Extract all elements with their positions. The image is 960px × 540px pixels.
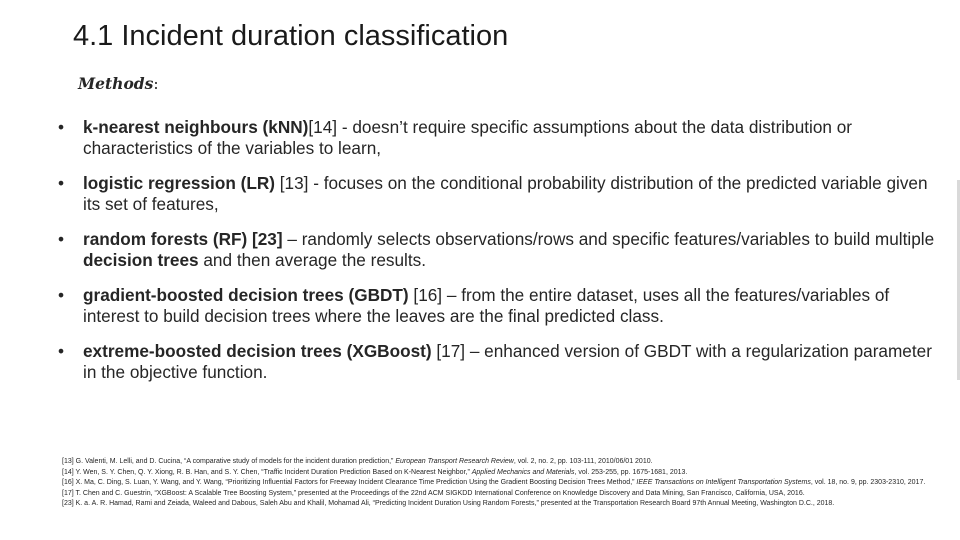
methods-heading [78, 74, 159, 93]
methods-colon: : [153, 75, 159, 93]
reference-item [62, 489, 940, 500]
reference-text: [17] T. Chen and C. Guestrin, “XGBoost: A Scalable Tree Boosting System,” presented at the Proceedings of the 22nd ACM SIGKDD International Conference on Knowledge Discovery and Data Mining, San Francisco, California, USA, 2016. [62, 489, 805, 497]
bullet-text: – enhanced version of GBDT with a regularization parameter in the objective function. [83, 341, 932, 382]
reference-item [62, 499, 940, 510]
bullet-marker: • [58, 285, 65, 305]
bullet-text: - focuses on the conditional probability distribution of the predicted variable given its set of features, [83, 173, 928, 214]
bullet-term: k-nearest neighbours (kNN) [83, 117, 309, 137]
reference-journal: European Transport Research Review [395, 458, 514, 465]
references-list [62, 457, 940, 510]
bullet-lr [58, 173, 938, 215]
bullet-marker: • [58, 173, 65, 193]
bullet-term-secondary: decision trees [83, 250, 199, 270]
reference-details: , vol. 18, no. 9, pp. 2303-2310, 2017. [810, 479, 926, 487]
bullet-ref: [14] [308, 117, 338, 137]
reference-details: , vol. 2, no. 2, pp. 103-111, 2010/06/01 2010. [513, 458, 653, 465]
reference-details: , vol. 253-255, pp. 1675-1681, 2013. [574, 468, 688, 476]
bullet-text-end: and then average the results. [198, 250, 427, 270]
reference-item [62, 478, 940, 489]
bullet-marker: • [58, 341, 65, 361]
bullet-gbdt [58, 285, 938, 327]
bullet-ref: [13] [274, 173, 309, 193]
bullet-term: logistic regression (LR) [83, 173, 275, 193]
reference-item [62, 457, 940, 468]
bullet-rf [58, 229, 938, 271]
slide-title: 4.1 Incident duration classification [73, 20, 509, 52]
bullet-ref: [17] [431, 341, 466, 361]
reference-item [62, 468, 940, 479]
bullet-text: – from the entire dataset, uses all the features/variables of interest to build decision trees where the leaves are the final predicted class. [83, 285, 890, 326]
bullet-text: - doesn’t require specific assumptions about the data distribution or characteristics of the variables to learn, [83, 117, 853, 158]
reference-text: [23] K. a. A. R. Hamad, Rami and Zeiada, Waleed and Dabous, Saleh Abu and Khalil, Mohamad Ali, “Predicting Incident Duration Using Random Forests,” presented at the Transportation Research Board 97th Annual Meeting, Washington D.C., 2018. [62, 500, 835, 508]
bullet-term: gradient-boosted decision trees (GBDT) [83, 285, 409, 305]
bullet-text: – randomly selects observations/rows and specific features/variables to build multiple [282, 229, 935, 249]
reference-journal: Applied Mechanics and Materials [471, 468, 575, 476]
bullet-term: extreme-boosted decision trees (XGBoost) [83, 341, 432, 361]
bullet-marker: • [58, 117, 65, 137]
reference-text: [14] Y. Wen, S. Y. Chen, Q. Y. Xiong, R. B. Han, and S. Y. Chen, “Traffic Incident Duration Prediction Based on K-Nearest Neighbor,” [62, 468, 472, 476]
bullet-ref: [16] [408, 285, 443, 305]
bullet-term: random forests (RF) [23] [83, 229, 283, 249]
methods-label: Methods [78, 74, 154, 93]
methods-bullet-list [58, 117, 938, 397]
bullet-marker: • [58, 229, 65, 249]
reference-journal: IEEE Transactions on Intelligent Transportation Systems [636, 479, 811, 487]
bullet-knn [58, 117, 938, 159]
bullet-xgboost [58, 341, 938, 383]
reference-text: [13] G. Valenti, M. Lelli, and D. Cucina, “A comparative study of models for the incident duration prediction,” [62, 458, 396, 465]
reference-text: [16] X. Ma, C. Ding, S. Luan, Y. Wang, and Y. Wang, “Prioritizing Influential Factors for Freeway Incident Clearance Time Prediction Using the Gradient Boosting Decision Trees Method,” [62, 479, 637, 487]
